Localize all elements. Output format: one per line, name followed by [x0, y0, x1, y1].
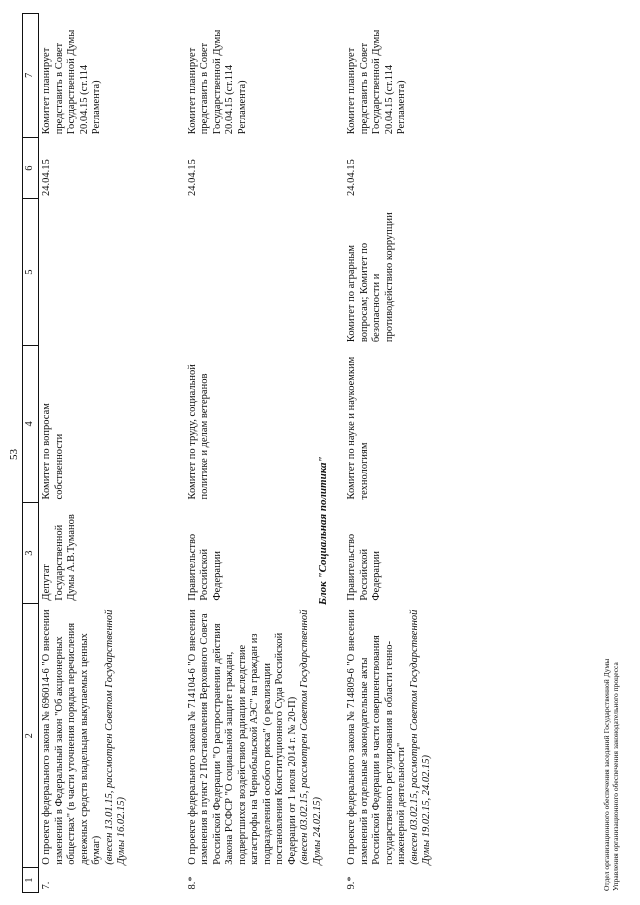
bill-author: Правительство Российской Федерации: [186, 533, 223, 601]
bill-description: [39, 604, 131, 868]
bill-description: [344, 604, 436, 868]
page-footer: [602, 659, 620, 891]
row-number: 7.: [41, 881, 52, 890]
row-number: 9.*: [346, 876, 357, 890]
deadline-date: 24.04.15: [346, 159, 357, 196]
page-number: 53: [8, 449, 20, 460]
section-heading: Блок "Социальная политика": [317, 456, 329, 605]
bill-description: [185, 604, 327, 868]
footer-line: Отдел организационного обеспечения заседаний Государственной Думы: [602, 658, 611, 891]
table-row: [185, 14, 327, 893]
column-header-row: [23, 14, 39, 893]
bill-history: (внесен 03.02.15, рассмотрен Советом Государственной Думы 19.02.15, 24.02.15): [408, 609, 432, 865]
column-header: 7: [23, 14, 39, 138]
status-note: Комитет планирует представить в Совет Государственной Думы 20.04.15 (ст.114 Регламента): [346, 29, 407, 135]
table-row: [39, 14, 131, 893]
table-row: [344, 14, 436, 893]
agenda-table: [22, 13, 436, 893]
bill-author: Депутат Государственной Думы А.В.Туманов: [41, 514, 77, 601]
bill-title: О проекте федерального закона № 714104-6 "О внесении изменения в пункт 2 Постановления Верховного Совета Российской Федерации "О распространении действия Закона РСФСР "О социальной защите граждан, подвергшихся воздействию радиации вследствие катастрофы на Чернобыльской АЭС" на граждан из подразделений особого риска" (о реализации постановления Конституционного Суда Российской Федерации от 1 июля 2014 г. № 20-П): [186, 609, 298, 865]
responsible-committee: Комитет по вопросам собственности: [41, 403, 65, 500]
column-header: 5: [23, 199, 39, 345]
bill-author: Правительство Российской Федерации: [346, 533, 382, 601]
co-committee: Комитет по аграрным вопросам; Комитет по безопасности и противодействию коррупции: [346, 212, 395, 343]
co-committee: [185, 199, 327, 345]
bill-title: О проекте федерального закона № 714809-6 "О внесении изменений в отдельные законодательные акты Российской Федерации в части совершенствования государственного регулирования в области генно-инженерной деятельности": [346, 609, 407, 865]
bill-history: (внесен 03.02.15, рассмотрен Советом Государственной Думы 24.02.15): [299, 609, 323, 865]
column-header: 6: [23, 137, 39, 199]
column-header: 3: [23, 502, 39, 603]
responsible-committee: Комитет по науке и наукоемким технологиям: [346, 356, 370, 500]
footer-line: Управления организационного обеспечения законодательного процесса: [611, 662, 620, 891]
responsible-committee: Комитет по труду, социальной политике и делам ветеранов: [186, 364, 210, 500]
status-note: Комитет планирует представить в Совет Государственной Думы 20.04.15 (ст.114 Регламента): [186, 29, 248, 135]
bill-history: (внесен 13.01.15, рассмотрен Советом Государственной Думы 16.02.15): [103, 609, 127, 865]
deadline-date: 24.04.15: [41, 159, 52, 196]
column-header: 4: [23, 345, 39, 502]
bill-title: О проекте федерального закона № 696014-6 "О внесении изменений в Федеральный закон "Об акционерных обществах" (в части уточнения порядка перечисления денежных средств владельцам выкупаемых ценных бумаг): [41, 609, 102, 865]
co-committee: [39, 199, 131, 345]
status-note: Комитет планирует представить в Совет Государственной Думы 20.04.15 (ст.114 Регламента): [41, 29, 102, 135]
deadline-date: 24.04.15: [186, 159, 198, 196]
column-header: 2: [23, 604, 39, 868]
row-number: 8.*: [186, 876, 198, 890]
column-header: 1: [23, 868, 39, 893]
